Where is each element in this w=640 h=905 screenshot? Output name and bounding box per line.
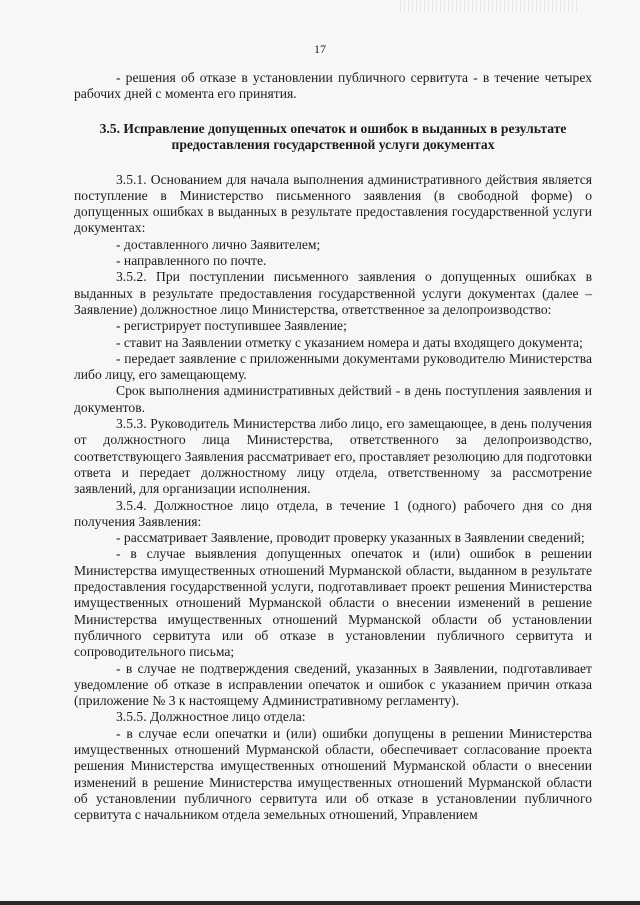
paragraph: - в случае если опечатки и (или) ошибки допущены в решении Министерства имущественных отношений Мурманской области, обеспечивает согласование проекта решения Министерства имущественных отношений Мурманской области о внесении изменений в решение Министерства имущественных отношений Мурманской области об установлении публичного сервитута или об отказе в установлении публичного сервитута с начальником отдела земельных отношений, Управлением (74, 725, 592, 823)
paragraph: - в случае не подтверждения сведений, указанных в Заявлении, подготавливает уведомление об отказе в исправлении опечаток и ошибок с указанием причин отказа (приложение № 3 к настоящему Административному регламенту). (74, 660, 592, 709)
paragraph: - рассматривает Заявление, проводит проверку указанных в Заявлении сведений; (116, 530, 585, 546)
paragraph: Срок выполнения административных действий - в день поступления заявления и документов. (74, 383, 592, 415)
document-body (74, 70, 592, 823)
paragraph: - ставит на Заявлении отметку с указанием номера и даты входящего документа; (116, 334, 583, 350)
page-number: 17 (314, 42, 326, 56)
paragraph: - направленного по почте. (116, 253, 267, 269)
section-heading: 3.5. Исправление допущенных опечаток и ошибок в выданных в результате предоставления государственной услуги документах (99, 120, 567, 153)
paragraph: - в случае выявления допущенных опечаток и (или) ошибок в решении Министерства имущественных отношений Мурманской области, выданном в результате предоставления государственной услуги, подготавливает проект решения Министерства имущественных отношений Мурманской области о внесении изменений в решение Министерства имущественных отношений Мурманской области об установлении публичного сервитута или об отказе в установлении публичного сервитута и сопроводительного письма; (74, 546, 592, 660)
page-bottom-edge (0, 901, 640, 905)
paragraph: 3.5.2. При поступлении письменного заявления о допущенных ошибках в выданных в результате предоставления государственной услуги документах (далее – Заявление) должностное лицо Министерства, ответственное за делопроизводство: (74, 269, 592, 317)
paragraph: - решения об отказе в установлении публичного сервитута - в течение четырех рабочих дней с момента его принятия. (74, 70, 592, 102)
paragraph: 3.5.3. Руководитель Министерства либо лицо, его замещающее, в день получения от должностного лица Министерства, ответственного за делопроизводство, соответствующего Заявления рассматривает его, проставляет резолюцию для подготовки ответа и передает должностному лицу отдела, ответственному за рассмотрение заявлений, для организации исполнения. (74, 416, 592, 497)
scan-artifact (400, 0, 580, 12)
paragraph: 3.5.1. Основанием для начала выполнения административного действия является поступление в Министерство письменного заявления (в свободной форме) о допущенных ошибках в выданных в результате предоставления государственной услуги документах: (74, 171, 592, 236)
paragraph: 3.5.4. Должностное лицо отдела, в течение 1 (одного) рабочего дня со дня получения Заявления: (74, 497, 592, 529)
paragraph: - регистрирует поступившее Заявление; (116, 318, 347, 334)
paragraph: 3.5.5. Должностное лицо отдела: (116, 709, 306, 725)
paragraph: - передает заявление с приложенными документами руководителю Министерства либо лицу, его замещающему. (74, 350, 592, 383)
paragraph: - доставленного лично Заявителем; (116, 236, 321, 252)
